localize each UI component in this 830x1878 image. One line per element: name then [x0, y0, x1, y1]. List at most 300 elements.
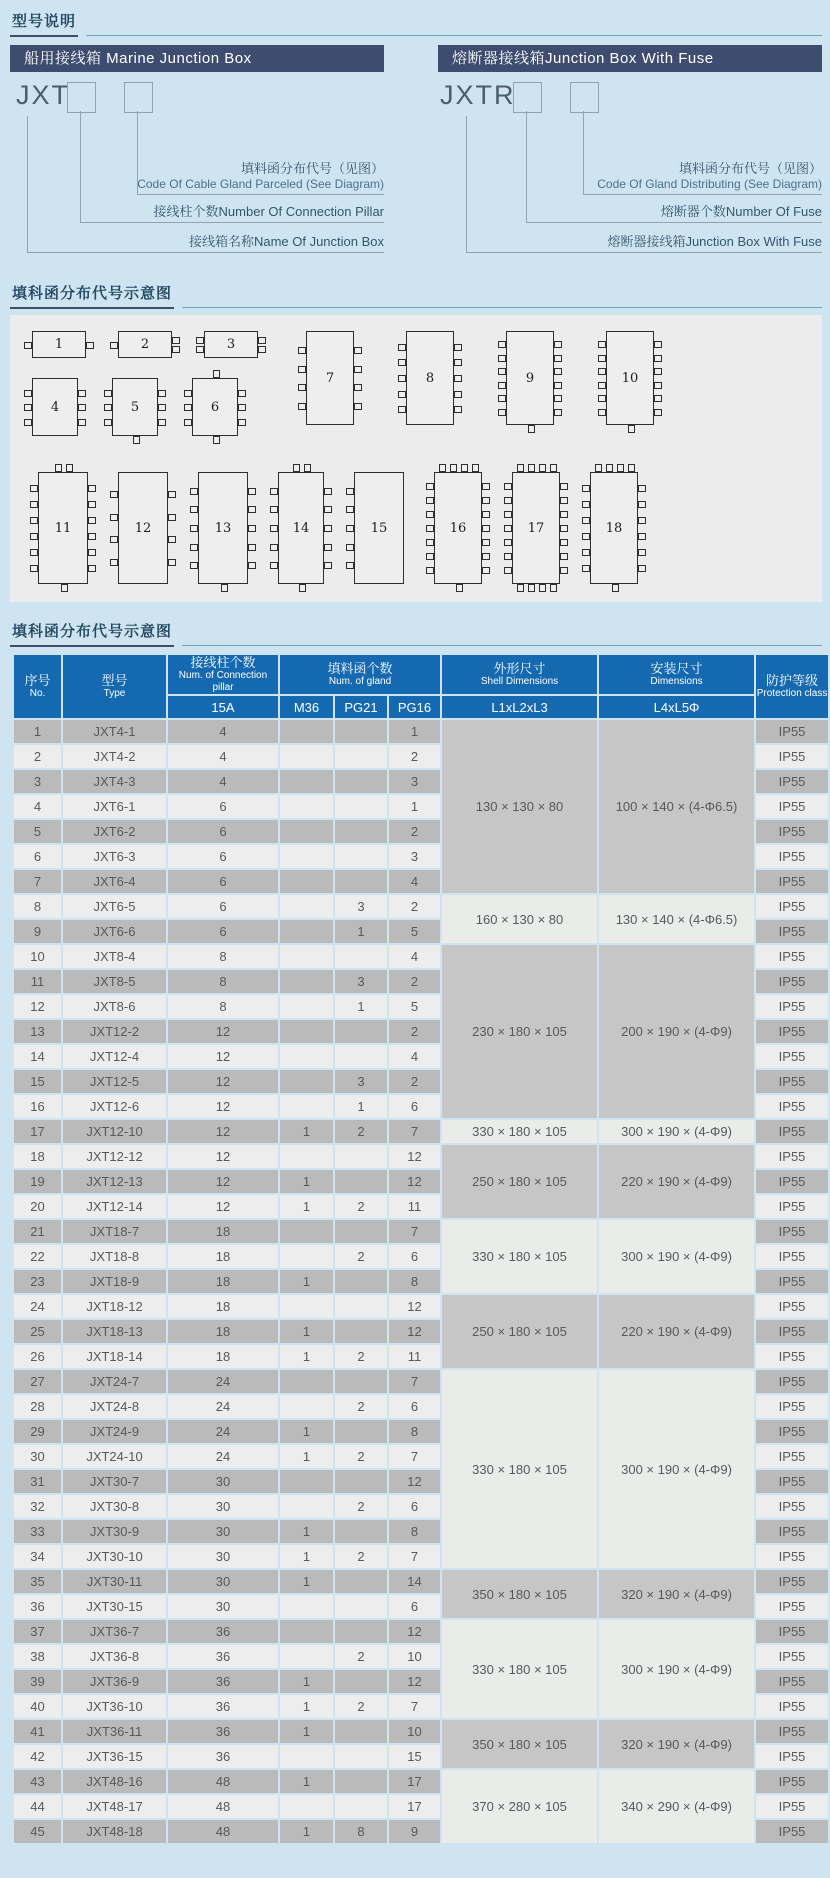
gland-layout-chip-10	[606, 331, 654, 425]
cell-mounting-dimensions: 300 × 190 × (4-Φ9)	[599, 1620, 754, 1718]
gland-tab	[582, 501, 590, 508]
header-zh: 防护等级	[766, 673, 819, 688]
chip-number: 6	[210, 399, 220, 415]
gland-tab	[426, 511, 434, 518]
cell-no: 12	[14, 995, 61, 1018]
col-subheader-l4l5: L4xL5Φ	[599, 696, 754, 718]
chip-number: 12	[134, 520, 152, 536]
gland-tab	[560, 553, 568, 560]
cell-pg16: 7	[389, 1120, 440, 1143]
cell-15a: 36	[168, 1720, 278, 1743]
gland-tab	[354, 366, 362, 373]
col-header-no	[14, 655, 61, 718]
cell-15a: 8	[168, 945, 278, 968]
cell-protection-class: IP55	[756, 1545, 828, 1568]
gland-tab	[554, 409, 562, 416]
cell-pg21	[335, 745, 387, 768]
cell-pg21	[335, 1145, 387, 1168]
cell-pg21	[335, 1320, 387, 1343]
cell-type: JXT30-15	[63, 1595, 166, 1618]
gland-tab	[24, 404, 32, 411]
gland-tab	[472, 464, 479, 472]
gland-tab	[168, 559, 176, 566]
model-code: JXTR	[440, 80, 516, 110]
gland-tab	[582, 565, 590, 572]
model-digit-box-1	[513, 82, 542, 113]
model-digit-box-2	[124, 82, 153, 113]
gland-tab	[190, 544, 198, 551]
cell-no: 41	[14, 1720, 61, 1743]
cell-m36	[280, 1470, 333, 1493]
cell-protection-class: IP55	[756, 920, 828, 943]
gland-tab	[298, 366, 306, 373]
cell-15a: 30	[168, 1545, 278, 1568]
gland-tab	[498, 395, 506, 402]
cell-no: 3	[14, 770, 61, 793]
connector-line	[27, 116, 28, 253]
cell-protection-class: IP55	[756, 820, 828, 843]
cell-protection-class: IP55	[756, 1045, 828, 1068]
cell-m36	[280, 1745, 333, 1768]
cell-protection-class: IP55	[756, 770, 828, 793]
gland-tab	[248, 544, 256, 551]
diagram-small-chips	[32, 331, 258, 436]
table-row	[14, 1295, 828, 1318]
gland-tab	[628, 425, 635, 433]
gland-tab	[454, 406, 462, 413]
gland-tab	[426, 553, 434, 560]
gland-code-diagram	[10, 315, 822, 602]
cell-shell-dimensions: 350 × 180 × 105	[442, 1570, 597, 1618]
cell-m36	[280, 945, 333, 968]
cell-shell-dimensions: 330 × 180 × 105	[442, 1220, 597, 1293]
cell-15a: 12	[168, 1145, 278, 1168]
cell-15a: 24	[168, 1420, 278, 1443]
cell-pg16: 12	[389, 1620, 440, 1643]
cell-no: 26	[14, 1345, 61, 1368]
cell-type: JXT30-9	[63, 1520, 166, 1543]
cell-pg21: 1	[335, 920, 387, 943]
cell-protection-class: IP55	[756, 1570, 828, 1593]
cell-pg16: 7	[389, 1220, 440, 1243]
cell-m36	[280, 845, 333, 868]
gland-tab	[398, 375, 406, 382]
cell-no: 37	[14, 1620, 61, 1643]
cell-pg21: 2	[335, 1245, 387, 1268]
panel-marine-junction-box	[10, 45, 384, 260]
cell-m36	[280, 745, 333, 768]
cell-pg21: 3	[335, 970, 387, 993]
gland-tab	[270, 562, 278, 569]
cell-pg16: 9	[389, 1820, 440, 1843]
gland-tab	[238, 404, 246, 411]
gland-tab	[24, 390, 32, 397]
cell-pg16: 2	[389, 745, 440, 768]
cell-pg16: 6	[389, 1395, 440, 1418]
gland-layout-chip-1	[32, 331, 86, 358]
cell-15a: 18	[168, 1295, 278, 1318]
col-header-protection	[756, 655, 828, 718]
header-zh: 安装尺寸	[650, 661, 703, 676]
gland-tab	[539, 584, 546, 592]
gland-tab	[498, 355, 506, 362]
cell-pg21	[335, 1420, 387, 1443]
cell-shell-dimensions: 370 × 280 × 105	[442, 1770, 597, 1843]
gland-tab	[298, 384, 306, 391]
cell-m36	[280, 1795, 333, 1818]
gland-tab	[196, 346, 204, 353]
gland-tab	[354, 347, 362, 354]
cell-15a: 36	[168, 1745, 278, 1768]
cell-pg16: 2	[389, 1070, 440, 1093]
cell-15a: 24	[168, 1445, 278, 1468]
chip-number: 3	[226, 337, 236, 352]
label-gland-code	[583, 161, 822, 195]
gland-tab	[482, 567, 490, 574]
cell-15a: 6	[168, 795, 278, 818]
cell-type: JXT24-8	[63, 1395, 166, 1418]
cell-no: 31	[14, 1470, 61, 1493]
gland-tab	[628, 464, 635, 472]
cell-pg21	[335, 1570, 387, 1593]
cell-15a: 6	[168, 895, 278, 918]
gland-tab	[88, 549, 96, 556]
cell-pg21	[335, 1045, 387, 1068]
cell-no: 35	[14, 1570, 61, 1593]
cell-pg16: 15	[389, 1745, 440, 1768]
cell-pg21	[335, 820, 387, 843]
gland-tab	[426, 539, 434, 546]
gland-tab	[88, 501, 96, 508]
chip-number: 1	[54, 337, 64, 352]
gland-tab	[595, 464, 602, 472]
cell-pg16: 2	[389, 1020, 440, 1043]
cell-15a: 24	[168, 1370, 278, 1393]
table-row	[14, 1570, 828, 1593]
cell-no: 38	[14, 1645, 61, 1668]
cell-no: 9	[14, 920, 61, 943]
cell-shell-dimensions: 330 × 180 × 105	[442, 1120, 597, 1143]
cell-pg16: 17	[389, 1770, 440, 1793]
gland-tab	[517, 584, 524, 592]
chip-number: 18	[605, 520, 623, 536]
gland-tab	[248, 506, 256, 513]
cell-15a: 36	[168, 1670, 278, 1693]
cell-type: JXT12-14	[63, 1195, 166, 1218]
gland-layout-chip-8	[406, 331, 454, 425]
cell-15a: 12	[168, 1095, 278, 1118]
cell-mounting-dimensions: 300 × 190 × (4-Φ9)	[599, 1370, 754, 1568]
chip-row	[306, 331, 654, 425]
connector-line	[466, 116, 467, 253]
cell-pg16: 6	[389, 1495, 440, 1518]
cell-shell-dimensions: 350 × 180 × 105	[442, 1720, 597, 1768]
cell-pg21	[335, 1295, 387, 1318]
cell-protection-class: IP55	[756, 1120, 828, 1143]
gland-tab	[554, 368, 562, 375]
gland-tab	[482, 483, 490, 490]
cell-pg21	[335, 1270, 387, 1293]
gland-tab	[110, 536, 118, 543]
gland-tab	[184, 404, 192, 411]
cell-shell-dimensions: 250 × 180 × 105	[442, 1145, 597, 1218]
cell-m36	[280, 1145, 333, 1168]
gland-tab	[504, 483, 512, 490]
gland-tab	[293, 464, 300, 472]
gland-tab	[213, 370, 220, 378]
cell-m36	[280, 1620, 333, 1643]
cell-15a: 8	[168, 970, 278, 993]
chip-number: 9	[525, 370, 535, 386]
gland-layout-chip-16	[434, 472, 482, 584]
gland-tab	[504, 539, 512, 546]
cell-pg16: 6	[389, 1245, 440, 1268]
gland-tab	[88, 533, 96, 540]
cell-no: 18	[14, 1145, 61, 1168]
gland-tab	[598, 382, 606, 389]
gland-tab	[498, 368, 506, 375]
cell-no: 19	[14, 1170, 61, 1193]
gland-tab	[638, 533, 646, 540]
cell-15a: 48	[168, 1770, 278, 1793]
cell-type: JXT24-7	[63, 1370, 166, 1393]
cell-no: 45	[14, 1820, 61, 1843]
gland-tab	[248, 488, 256, 495]
gland-tab	[504, 567, 512, 574]
cell-pg16: 2	[389, 895, 440, 918]
cell-no: 36	[14, 1595, 61, 1618]
cell-m36: 1	[280, 1270, 333, 1293]
cell-m36	[280, 1070, 333, 1093]
cell-type: JXT24-10	[63, 1445, 166, 1468]
cell-m36	[280, 895, 333, 918]
gland-tab	[560, 497, 568, 504]
cell-type: JXT12-6	[63, 1095, 166, 1118]
gland-tab	[158, 419, 166, 426]
gland-tab	[554, 355, 562, 362]
gland-tab	[426, 483, 434, 490]
header-en: No.	[29, 688, 46, 699]
cell-protection-class: IP55	[756, 1770, 828, 1793]
cell-no: 30	[14, 1445, 61, 1468]
cell-no: 1	[14, 720, 61, 743]
gland-tab	[30, 517, 38, 524]
gland-layout-chip-12	[118, 472, 168, 584]
cell-m36	[280, 1220, 333, 1243]
cell-m36	[280, 820, 333, 843]
cell-15a: 30	[168, 1470, 278, 1493]
gland-tab	[582, 549, 590, 556]
cell-pg16: 7	[389, 1695, 440, 1718]
cell-pg16: 6	[389, 1095, 440, 1118]
label-zh: 熔断器个数Number Of Fuse	[660, 204, 822, 219]
gland-tab	[324, 544, 332, 551]
gland-tab	[398, 344, 406, 351]
col-subheader-pg21: PG21	[335, 696, 387, 718]
gland-tab	[517, 464, 524, 472]
gland-tab	[158, 390, 166, 397]
cell-15a: 8	[168, 995, 278, 1018]
cell-15a: 12	[168, 1045, 278, 1068]
chip-row	[32, 472, 804, 584]
cell-pg21	[335, 845, 387, 868]
label-fuse-count	[526, 204, 822, 223]
gland-tab	[598, 355, 606, 362]
gland-tab	[110, 559, 118, 566]
cell-15a: 30	[168, 1520, 278, 1543]
gland-tab	[398, 359, 406, 366]
cell-no: 7	[14, 870, 61, 893]
col-subheader-pg16: PG16	[389, 696, 440, 718]
cell-pg16: 6	[389, 1595, 440, 1618]
cell-15a: 6	[168, 845, 278, 868]
col-header-pillar	[168, 655, 278, 694]
cell-pg16: 7	[389, 1545, 440, 1568]
cell-15a: 48	[168, 1820, 278, 1843]
cell-pg16: 4	[389, 1045, 440, 1068]
table-row	[14, 1220, 828, 1243]
gland-tab	[78, 404, 86, 411]
cell-m36	[280, 1045, 333, 1068]
cell-protection-class: IP55	[756, 1620, 828, 1643]
cell-15a: 18	[168, 1270, 278, 1293]
gland-tab	[528, 584, 535, 592]
cell-type: JXT18-9	[63, 1270, 166, 1293]
gland-tab	[498, 409, 506, 416]
cell-mounting-dimensions: 220 × 190 × (4-Φ9)	[599, 1295, 754, 1368]
gland-tab	[88, 565, 96, 572]
cell-no: 24	[14, 1295, 61, 1318]
cell-m36: 1	[280, 1520, 333, 1543]
gland-tab	[270, 544, 278, 551]
cell-type: JXT30-10	[63, 1545, 166, 1568]
gland-tab	[498, 341, 506, 348]
gland-tab	[454, 344, 462, 351]
cell-no: 27	[14, 1370, 61, 1393]
gland-tab	[554, 341, 562, 348]
cell-15a: 6	[168, 870, 278, 893]
table-row	[14, 1120, 828, 1143]
gland-tab	[324, 506, 332, 513]
gland-tab	[654, 382, 662, 389]
label-gland-code	[137, 161, 384, 195]
cell-pg16: 12	[389, 1170, 440, 1193]
cell-pg21: 3	[335, 1070, 387, 1093]
gland-tab	[528, 425, 535, 433]
cell-15a: 18	[168, 1245, 278, 1268]
cell-protection-class: IP55	[756, 1295, 828, 1318]
gland-tab	[482, 539, 490, 546]
cell-no: 15	[14, 1070, 61, 1093]
cell-protection-class: IP55	[756, 795, 828, 818]
cell-pg16: 3	[389, 770, 440, 793]
cell-protection-class: IP55	[756, 1220, 828, 1243]
cell-protection-class: IP55	[756, 1470, 828, 1493]
cell-no: 20	[14, 1195, 61, 1218]
gland-tab	[30, 533, 38, 540]
cell-protection-class: IP55	[756, 1170, 828, 1193]
gland-tab	[304, 464, 311, 472]
cell-m36	[280, 1395, 333, 1418]
cell-m36: 1	[280, 1170, 333, 1193]
gland-tab	[426, 525, 434, 532]
gland-tab	[168, 536, 176, 543]
cell-pg21: 2	[335, 1445, 387, 1468]
cell-m36: 1	[280, 1545, 333, 1568]
cell-pg21: 3	[335, 895, 387, 918]
gland-tab	[354, 403, 362, 410]
cell-protection-class: IP55	[756, 1320, 828, 1343]
cell-type: JXT48-16	[63, 1770, 166, 1793]
chip-number: 7	[325, 370, 335, 386]
cell-pg21	[335, 870, 387, 893]
gland-tab	[504, 525, 512, 532]
gland-layout-chip-14	[278, 472, 324, 584]
gland-tab	[221, 584, 228, 592]
cell-type: JXT18-12	[63, 1295, 166, 1318]
cell-pg16: 2	[389, 820, 440, 843]
cell-protection-class: IP55	[756, 720, 828, 743]
cell-protection-class: IP55	[756, 1645, 828, 1668]
cell-no: 16	[14, 1095, 61, 1118]
cell-pg21	[335, 795, 387, 818]
cell-pg21: 2	[335, 1195, 387, 1218]
cell-m36: 1	[280, 1320, 333, 1343]
cell-protection-class: IP55	[756, 895, 828, 918]
cell-m36	[280, 1095, 333, 1118]
cell-type: JXT30-11	[63, 1570, 166, 1593]
gland-tab	[598, 341, 606, 348]
cell-pg16: 10	[389, 1720, 440, 1743]
cell-shell-dimensions: 250 × 180 × 105	[442, 1295, 597, 1368]
cell-type: JXT24-9	[63, 1420, 166, 1443]
gland-tab	[24, 419, 32, 426]
gland-tab	[504, 553, 512, 560]
header-en: Num. of gland	[328, 676, 392, 687]
cell-mounting-dimensions: 130 × 140 × (4-Φ6.5)	[599, 895, 754, 943]
cell-pg21: 2	[335, 1345, 387, 1368]
cell-pg21	[335, 1795, 387, 1818]
cell-pg16: 14	[389, 1570, 440, 1593]
cell-shell-dimensions: 160 × 130 × 80	[442, 895, 597, 943]
cell-protection-class: IP55	[756, 1745, 828, 1768]
gland-tab	[298, 403, 306, 410]
title-rule	[86, 35, 822, 36]
cell-protection-class: IP55	[756, 1595, 828, 1618]
gland-tab	[270, 488, 278, 495]
gland-tab	[560, 525, 568, 532]
cell-type: JXT36-11	[63, 1720, 166, 1743]
gland-tab	[24, 342, 32, 349]
gland-tab	[346, 525, 354, 532]
chip-number: 16	[449, 520, 467, 536]
gland-tab	[66, 464, 73, 472]
label-en: Code Of Cable Gland Parceled (See Diagram)	[137, 177, 385, 191]
cell-pg21	[335, 1670, 387, 1693]
gland-tab	[654, 355, 662, 362]
cell-15a: 12	[168, 1120, 278, 1143]
gland-layout-chip-5	[112, 378, 158, 436]
gland-tab	[528, 464, 535, 472]
cell-15a: 30	[168, 1495, 278, 1518]
col-header-mount	[599, 655, 754, 694]
gland-tab	[617, 464, 624, 472]
gland-tab	[346, 488, 354, 495]
col-header-shell	[442, 655, 597, 694]
cell-no: 29	[14, 1420, 61, 1443]
gland-tab	[324, 488, 332, 495]
cell-m36: 1	[280, 1770, 333, 1793]
